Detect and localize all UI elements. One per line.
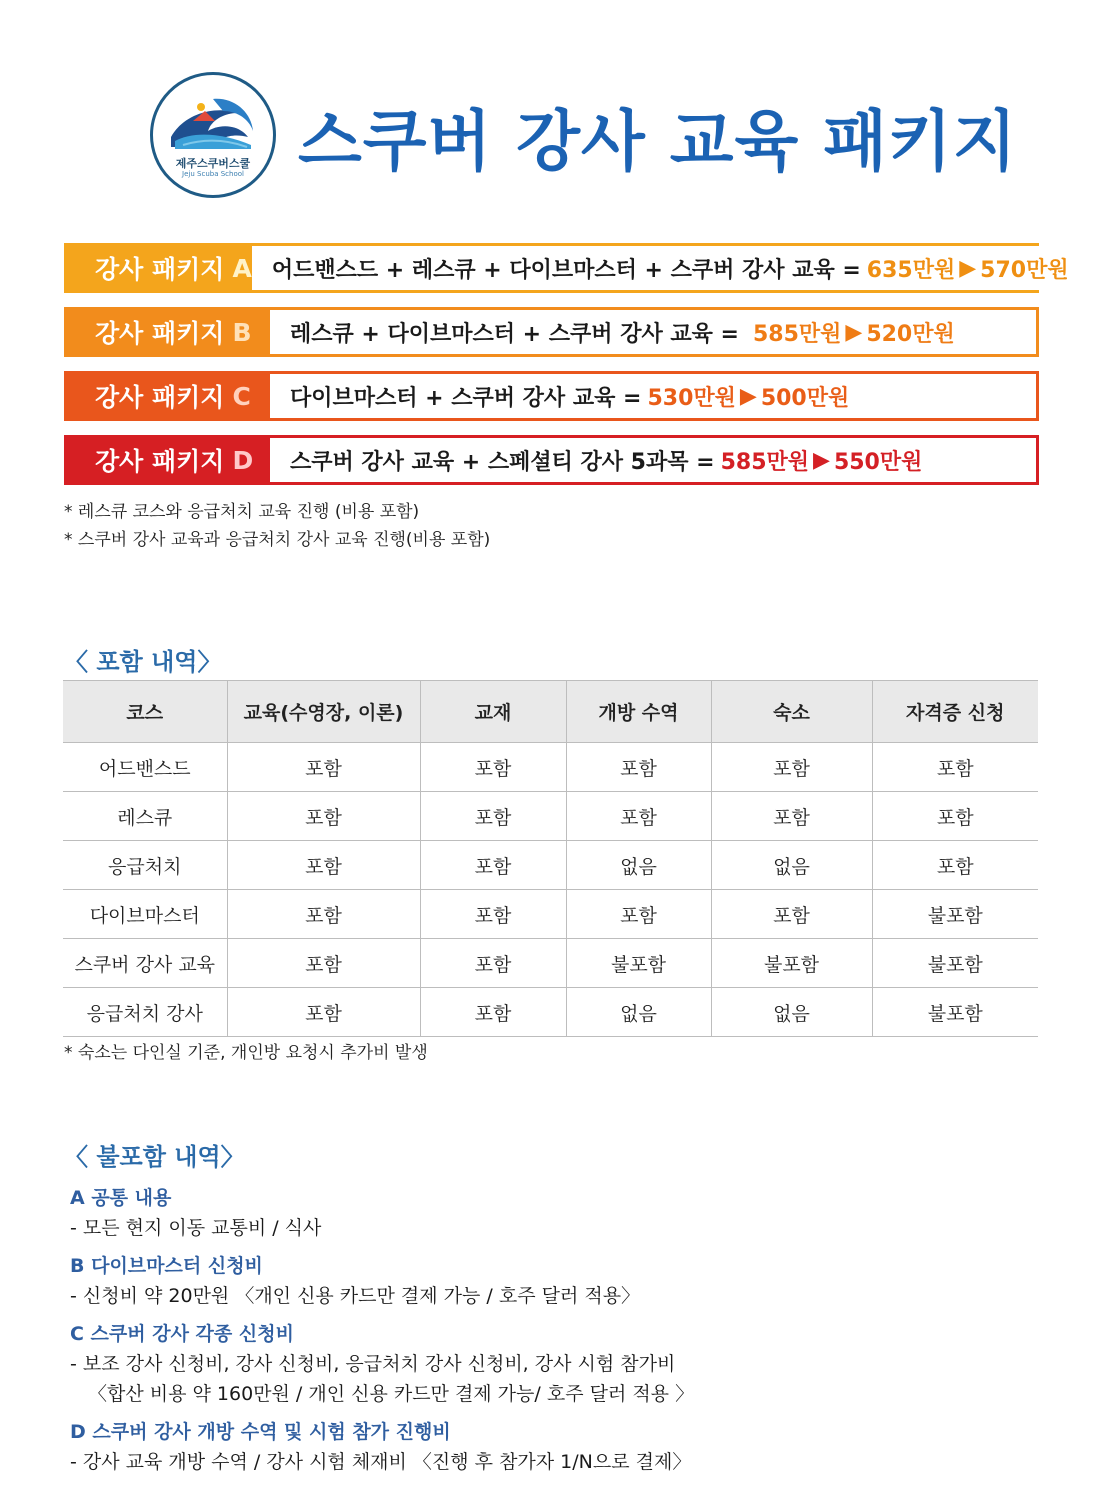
included-section-title: 〈 포함 내역〉 — [64, 648, 222, 676]
page-title: 스쿠버 강사 교육 패키지 — [298, 103, 1018, 180]
arrow-right-icon: ▶ — [813, 447, 830, 473]
package-letter: D — [232, 445, 254, 475]
table-cell: 포함 — [420, 841, 566, 890]
table-cell: 포함 — [227, 792, 420, 841]
excluded-list — [70, 1183, 1050, 1485]
table-cell: 포함 — [566, 743, 711, 792]
table-cell: 포함 — [711, 743, 872, 792]
table-cell: 포함 — [227, 743, 420, 792]
excluded-item — [70, 1183, 1050, 1243]
table-cell: 불포함 — [566, 939, 711, 988]
package-letter: B — [232, 317, 252, 347]
price-before: 635만원 — [866, 257, 956, 283]
table-cell: 없음 — [711, 988, 872, 1037]
price-before: 585만원 — [720, 449, 810, 475]
excluded-item-heading: C 스쿠버 강사 각종 신청비 — [70, 1323, 294, 1345]
table-cell: 포함 — [420, 743, 566, 792]
table-cell: 불포함 — [872, 890, 1038, 939]
table-cell: 포함 — [227, 939, 420, 988]
table-cell: 응급처치 — [63, 841, 227, 890]
table-row — [63, 841, 1038, 890]
package-c — [64, 371, 1039, 421]
column-header: 교육(수영장, 이론) — [227, 681, 420, 743]
table-cell: 다이브마스터 — [63, 890, 227, 939]
package-a — [64, 243, 1069, 293]
arrow-right-icon: ▶ — [959, 255, 977, 281]
package-description — [270, 374, 1036, 418]
excluded-item — [70, 1319, 1050, 1409]
table-cell: 없음 — [711, 841, 872, 890]
price-after: 570만원 — [980, 257, 1069, 283]
table-cell: 포함 — [420, 792, 566, 841]
table-cell: 포함 — [566, 890, 711, 939]
package-letter: A — [232, 253, 252, 283]
price-after: 550만원 — [833, 449, 923, 475]
excluded-item-line: - 모든 현지 이동 교통비 / 식사 — [70, 1217, 322, 1239]
table-cell: 포함 — [227, 841, 420, 890]
table-cell: 포함 — [227, 988, 420, 1037]
price-before: 585만원 — [752, 321, 842, 347]
table-cell: 포함 — [711, 792, 872, 841]
excluded-item-line: - 보조 강사 신청비, 강사 신청비, 응급처치 강사 신청비, 강사 시험 참가비 — [70, 1353, 676, 1375]
package-label — [67, 310, 270, 354]
column-header: 코스 — [63, 681, 227, 743]
table-cell: 포함 — [566, 792, 711, 841]
package-list — [64, 243, 1069, 499]
package-label-text: 강사 패키지 — [95, 383, 225, 412]
table-row — [63, 890, 1038, 939]
column-header: 숙소 — [711, 681, 872, 743]
column-header: 자격증 신청 — [872, 681, 1038, 743]
excluded-item-line: - 신청비 약 20만원 〈개인 신용 카드만 결제 가능 / 호주 달러 적용〉 — [70, 1285, 641, 1307]
table-row — [63, 743, 1038, 792]
table-row — [63, 792, 1038, 841]
arrow-right-icon: ▶ — [739, 383, 757, 409]
package-courses: 레스큐 + 다이브마스터 + 스쿠버 강사 교육 = — [290, 321, 739, 347]
excluded-item — [70, 1251, 1050, 1311]
package-d — [64, 435, 1039, 485]
table-cell: 포함 — [711, 890, 872, 939]
table-cell: 포함 — [420, 939, 566, 988]
excluded-item-heading: D 스쿠버 강사 개방 수역 및 시험 참가 진행비 — [70, 1421, 451, 1443]
table-row — [63, 939, 1038, 988]
package-description — [252, 246, 1069, 290]
table-cell: 포함 — [872, 792, 1038, 841]
package-courses: 스쿠버 강사 교육 + 스페셜티 강사 5과목 = — [290, 449, 715, 475]
table-cell: 불포함 — [872, 988, 1038, 1037]
excluded-item-line: 〈합산 비용 약 160만원 / 개인 신용 카드만 결제 가능/ 호주 달러 적용 〉 — [88, 1383, 695, 1405]
table-header-row — [63, 681, 1038, 743]
logo-text-kr: 제주스쿠버스쿨 — [175, 157, 251, 170]
table-cell: 없음 — [566, 841, 711, 890]
table-cell: 포함 — [872, 743, 1038, 792]
table-cell: 포함 — [872, 841, 1038, 890]
package-label-text: 강사 패키지 — [95, 319, 225, 348]
school-logo — [150, 72, 276, 198]
package-notes — [64, 498, 490, 554]
logo-text-en: Jeju Scuba School — [182, 170, 244, 178]
price-after: 500만원 — [760, 385, 850, 411]
excluded-item-line: - 강사 교육 개방 수역 / 강사 시험 체재비 〈진행 후 참가자 1/N으로 결제〉 — [70, 1451, 692, 1473]
package-description — [270, 438, 1036, 482]
table-cell: 포함 — [420, 890, 566, 939]
excluded-item — [70, 1417, 1050, 1477]
table-cell: 불포함 — [711, 939, 872, 988]
price-before: 530만원 — [647, 385, 736, 411]
included-table — [63, 680, 1038, 1037]
table-cell: 없음 — [566, 988, 711, 1037]
package-letter: C — [232, 381, 251, 411]
package-label-text: 강사 패키지 — [95, 255, 225, 284]
table-cell: 스쿠버 강사 교육 — [63, 939, 227, 988]
column-header: 교재 — [420, 681, 566, 743]
excluded-item-heading: B 다이브마스터 신청비 — [70, 1255, 263, 1277]
table-cell: 어드밴스드 — [63, 743, 227, 792]
table-cell: 레스큐 — [63, 792, 227, 841]
package-note: * 스쿠버 강사 교육과 응급처치 강사 교육 진행(비용 포함) — [64, 530, 491, 550]
page-header — [150, 72, 1050, 202]
table-cell: 포함 — [227, 890, 420, 939]
package-label — [67, 374, 270, 418]
table-cell: 응급처치 강사 — [63, 988, 227, 1037]
table-row — [63, 988, 1038, 1037]
excluded-section-title: 〈 불포함 내역〉 — [64, 1143, 245, 1171]
package-courses: 어드밴스드 + 레스큐 + 다이브마스터 + 스쿠버 강사 교육 = — [271, 257, 861, 283]
package-label-text: 강사 패키지 — [95, 447, 225, 476]
package-b — [64, 307, 1039, 357]
package-label — [67, 246, 252, 290]
column-header: 개방 수역 — [566, 681, 711, 743]
table-cell: 불포함 — [872, 939, 1038, 988]
package-note: * 레스큐 코스와 응급처치 교육 진행 (비용 포함) — [64, 502, 420, 522]
accommodation-note: * 숙소는 다인실 기준, 개인방 요청시 추가비 발생 — [64, 1043, 428, 1063]
package-label — [67, 438, 270, 482]
package-courses: 다이브마스터 + 스쿠버 강사 교육 = — [290, 385, 642, 411]
excluded-item-heading: A 공통 내용 — [70, 1187, 172, 1209]
price-after: 520만원 — [866, 321, 955, 347]
package-description — [270, 310, 1036, 354]
table-cell: 포함 — [420, 988, 566, 1037]
arrow-right-icon: ▶ — [845, 319, 863, 345]
